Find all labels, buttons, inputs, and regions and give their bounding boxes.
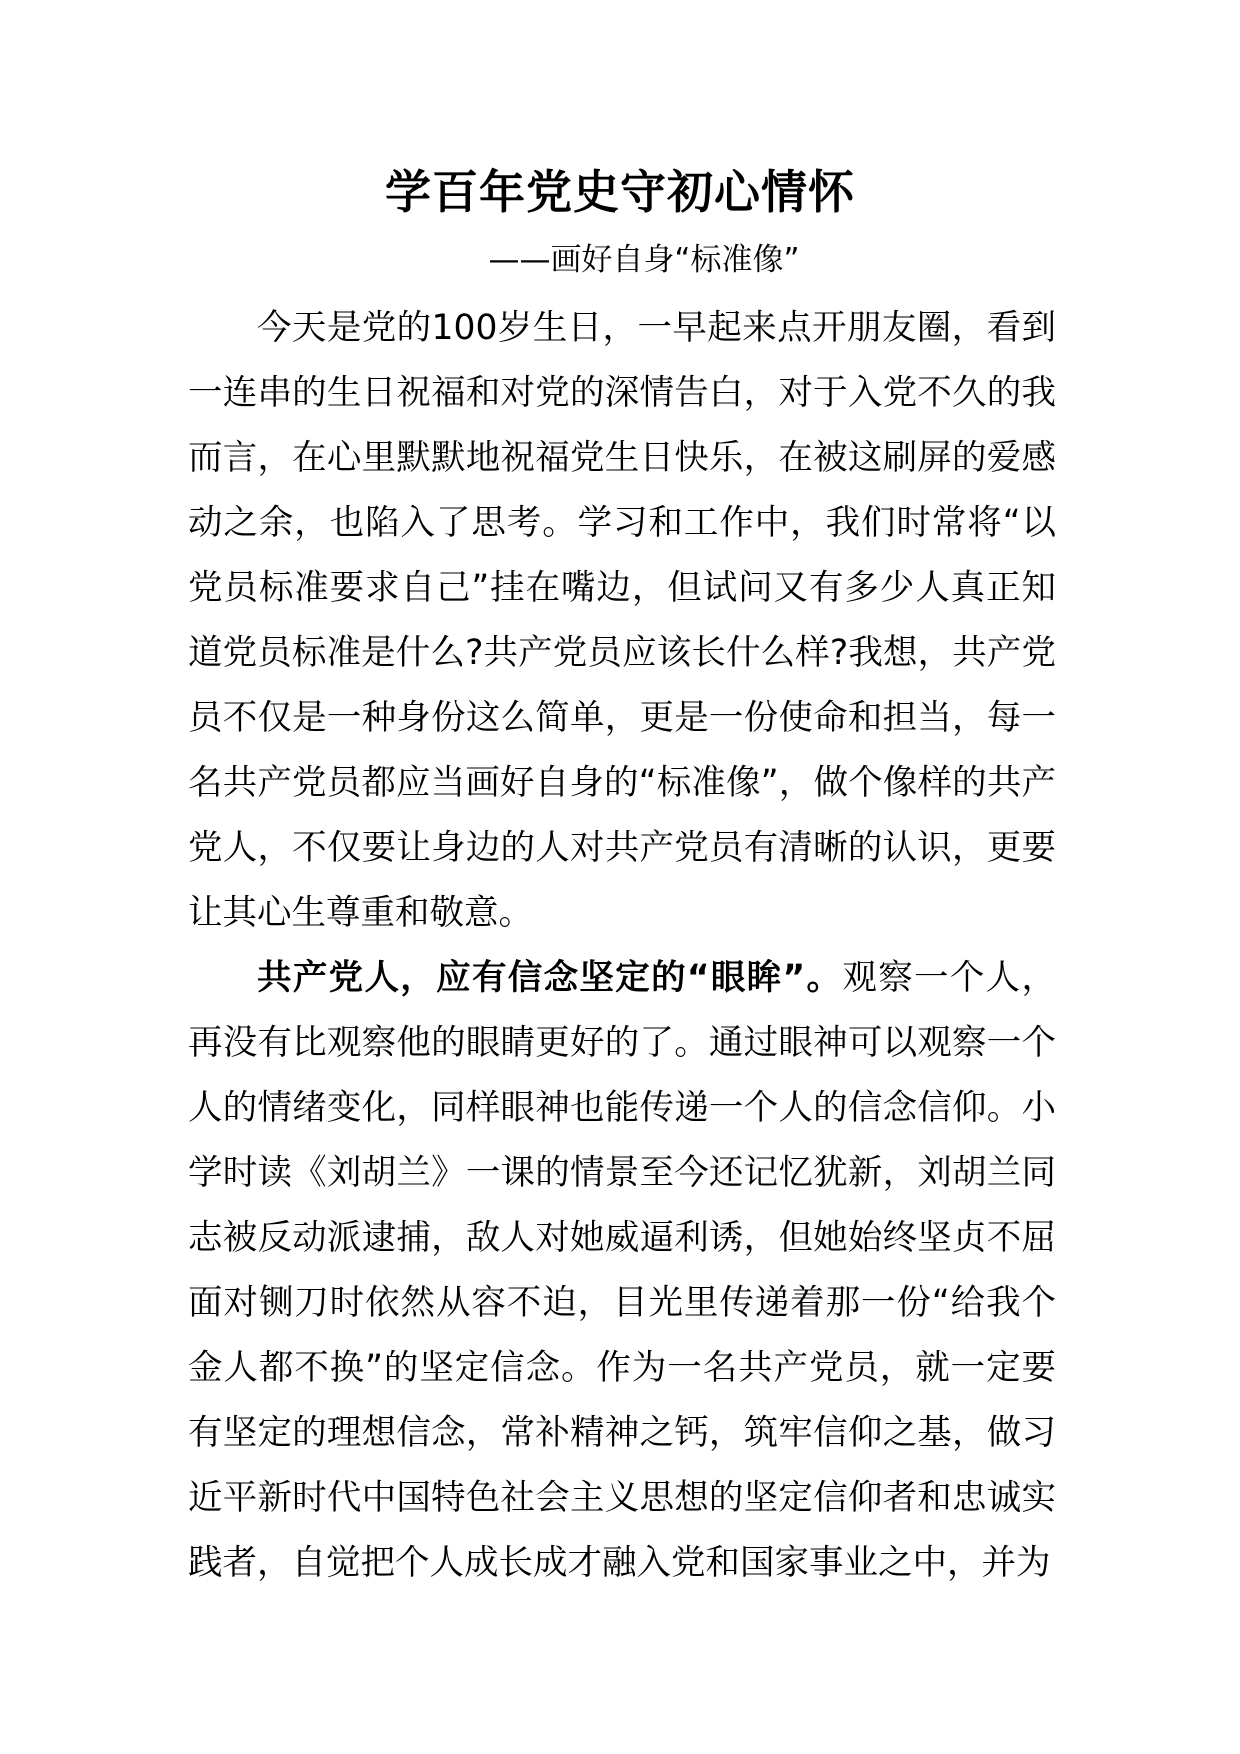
- paragraph-2-text: 观察一个人，再没有比观察他的眼睛更好的了。通过眼神可以观察一个人的情绪变化，同样眼神也能传递一个人的信念信仰。小学时读《刘胡兰》一课的情景至今还记忆犹新，刘胡兰同志被反动派逮捕，敌人对她威逼利诱，但她始终坚贞不屈面对铡刀时依然从容不迫，目光里传递着那一份“给我个金人都不换”的坚定信念。作为一名共产党员，就一定要有坚定的理想信念，常补精神之钙，筑牢信仰之基，做习近平新时代中国特色社会主义思想的坚定信仰者和忠诚实践者，自觉把个人成长成才融入党和国家事业之中，并为: [188, 958, 1056, 1583]
- document-title: 学百年党史守初心情怀: [385, 165, 855, 219]
- document-subtitle: ——画好自身“标准像”: [488, 242, 800, 278]
- paragraph-1-text: 今天是党的100岁生日，一早起来点开朋友圈，看到一连串的生日祝福和对党的深情告白，对于入党不久的我而言，在心里默默地祝福党生日快乐，在被这刷屏的爱感动之余，也陷入了思考。学习和工作中，我们时常将“以党员标准要求自己”挂在嘴边，但试问又有多少人真正知道党员标准是什么?共产党员应该长什么样?我想，共产党员不仅是一种身份这么简单，更是一份使命和担当，每一名共产党员都应当画好自身的“标准像”，做个像样的共产党人，不仅要让身边的人对共产党员有清晰的认识，更要让其心生尊重和敬意。: [188, 308, 1056, 933]
- document-body: [188, 296, 1056, 1596]
- paragraph-2: [188, 946, 1056, 1596]
- paragraph-2-lead: 共产党人，应有信念坚定的“眼眸”。: [257, 958, 843, 998]
- paragraph-1: [188, 296, 1056, 946]
